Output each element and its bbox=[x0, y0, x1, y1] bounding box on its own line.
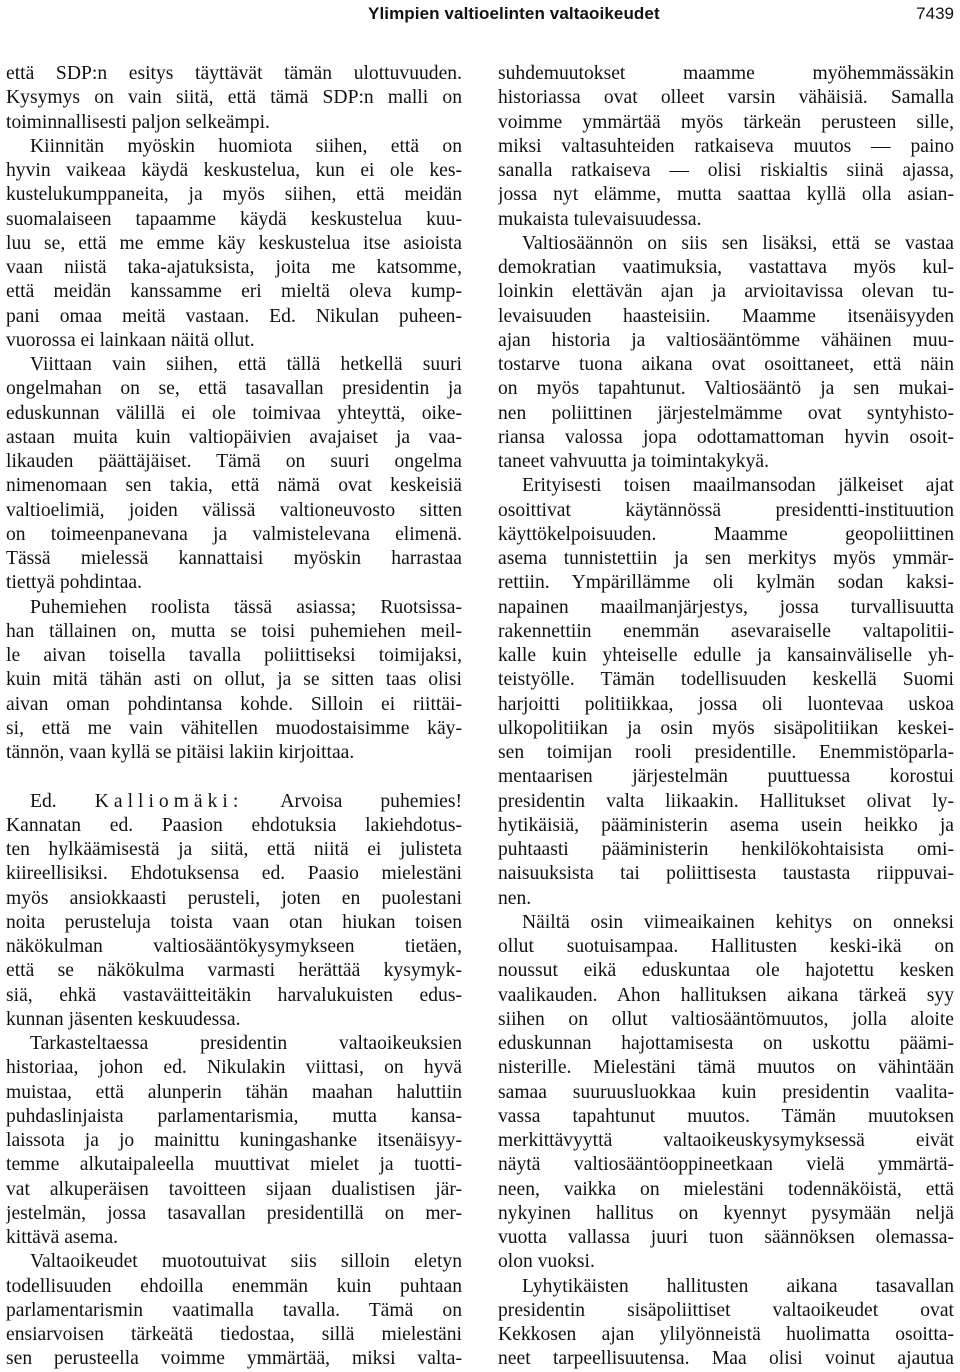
text-line: presidentin valta liikaakin. Hallitukset olivat ly- bbox=[498, 790, 954, 812]
text-line: vuotta vallassa juuri tuon säännöksen olemassa- bbox=[498, 1227, 954, 1248]
text-line: parlamentarismin vaatimalla tavalla. Tämä on bbox=[6, 1299, 462, 1321]
text-line: Kysymys on vain siitä, että tämä SDP:n malli on bbox=[6, 87, 462, 109]
text-line: toiminnallisesti paljon selkeämpi. bbox=[6, 111, 270, 133]
text-line: miksi valtasuhteiden ratkaiseva muutos — paino bbox=[498, 135, 954, 157]
text-line: tännön, vaan kyllä se pitäisi lakiin kirjoittaa. bbox=[6, 742, 355, 763]
text-line: historiaa, johon ed. Nikulakin viittasi, on hyvä bbox=[6, 1057, 462, 1079]
text-line: nisterille. Mielestäni tämä muutos on vähintään bbox=[498, 1057, 954, 1079]
text-line: myös ansiokkaasti perusteli, joten en puolestani bbox=[6, 887, 462, 909]
text-line: rettiin. Ympärillämme oli kylmän sodan kaksi- bbox=[498, 572, 954, 594]
text-line: jestelmän, jossa tasavallan presidentillä on mer- bbox=[6, 1202, 462, 1224]
text-line: noita perusteluja toista vaan otan hiukan toisen bbox=[6, 911, 462, 933]
text-line: levaisuuden haasteisiin. Maamme itsenäisyyden bbox=[498, 305, 954, 327]
text-line: samaa suuruusluokkaa kuin presidentin vaalita- bbox=[498, 1081, 954, 1103]
text-line: muistaa, että alunperin tähän maahan haluttiin bbox=[6, 1081, 462, 1103]
text-line: hytikäisiä, pääministerin asema usein heikko ja bbox=[498, 814, 954, 836]
text-line: luu se, että me emme käy keskustelua itse asioista bbox=[6, 232, 462, 254]
page-number: 7439 bbox=[916, 4, 954, 23]
text-line: jossa nyt elämme, mutta saattaa kyllä olla asian- bbox=[498, 184, 954, 206]
text-line: Kekkosen ajan ylilyönneistä huolimatta osoitta- bbox=[498, 1324, 954, 1345]
running-title: Ylimpien valtioelinten valtaoikeudet bbox=[368, 4, 660, 23]
text-line: valtioelimiä, joiden välissä valtioneuvosto sitten bbox=[6, 499, 462, 521]
text-line: aivan oman pohdintansa kohde. Silloin ei riittäi- bbox=[6, 693, 462, 715]
text-line: että se näkökulma varmasti herättää kysymyk- bbox=[6, 960, 462, 982]
text-line: presidentin sisäpoliittiset valtaoikeudet ovat bbox=[498, 1299, 954, 1321]
text-line: on myös tapahtunut. Valtiosääntö ja sen mukai- bbox=[498, 378, 954, 400]
text-line: Kiinnitän myöskin huomiota siihen, että on bbox=[30, 135, 462, 157]
page-header bbox=[0, 0, 960, 34]
text-line: nen poliittinen järjestelmämme ovat syntyhisto- bbox=[498, 402, 954, 424]
text-line: riansa valossa jopa odottamattoman hyvin osoit- bbox=[498, 426, 954, 448]
text-line: Valtiosäännön on siis sen lisäksi, että se vastaa bbox=[522, 232, 954, 254]
text-line: vassa tapahtunut muutos. Tämän muutoksen bbox=[498, 1105, 954, 1127]
text-line: pani omaa meitä vastaan. Ed. Nikulan puheen- bbox=[6, 305, 462, 327]
text-line: Puhemiehen roolista tässä asiassa; Ruotsissa- bbox=[30, 596, 462, 618]
text-line: Tässä mielessä kannattaisi myöskin harrastaa bbox=[6, 548, 462, 569]
text-line: Tarkasteltaessa presidentin valtaoikeuksien bbox=[30, 1033, 462, 1054]
text-line: näkökulman valtiosääntökysymykseen tietäen, bbox=[6, 936, 462, 957]
text-line: astaan muita kuin valtiopäivien avajaiset ja vaa- bbox=[6, 426, 462, 448]
text-line: mentaarisen järjestelmän puuttuessa korostui bbox=[498, 766, 954, 788]
text-line: näytä valtiosääntöoppineetkaan vielä ymmärtä- bbox=[498, 1154, 954, 1176]
text-line: puhdaslinjaista parlamentarismia, mutta kansa- bbox=[6, 1105, 462, 1127]
text-line: harjoitti politiikkaa, jossa oli luontevaa uskoa bbox=[498, 693, 954, 715]
text-line: tiettyä pohdintaa. bbox=[6, 572, 143, 594]
text-line: nen. bbox=[498, 887, 532, 909]
text-line: Kannatan ed. Paasion ehdotuksia lakiehdotus- bbox=[6, 814, 462, 836]
text-line: mukaista tulevaisuudessa. bbox=[498, 208, 702, 230]
text-line: tostarve tuona aikana ovat osoittaneet, että näin bbox=[498, 354, 954, 375]
text-line: vaan niistä taka-ajatuksista, joita me katsomme, bbox=[6, 257, 462, 278]
text-line: le aivan toisella tavalla poliittiseksi toimijaksi, bbox=[6, 645, 462, 666]
text-line: ollut suotuisampaa. Hallitusten keski-ikä on bbox=[498, 936, 954, 957]
text-line: teistyölle. Tämän todellisuuden keskellä Suomi bbox=[498, 669, 954, 691]
text-line: suhdemuutokset maamme myöhemmässäkin bbox=[498, 63, 954, 84]
paragraph-gap bbox=[6, 765, 462, 789]
text-line: kiireellisiksi. Ehdotuksensa ed. Paasio mielestäni bbox=[6, 863, 462, 885]
text-line: siä, ehkä vastaväitteitäkin harvalukuisten edus- bbox=[6, 984, 462, 1006]
text-line: nimenomaan sen takia, että nämä ovat keskeisiä bbox=[6, 475, 462, 497]
text-line: vuorossa ei lainkaan näitä ollut. bbox=[6, 329, 255, 351]
text-line: hyvin vaikeaa käydä keskustelua, kun ei ole kes- bbox=[6, 160, 462, 181]
text-line: Näiltä osin viimeaikainen kehitys on onneksi bbox=[522, 911, 954, 933]
left-column bbox=[6, 62, 462, 1372]
text-line: ulkopolitiikan ja osin myös sisäpolitiikan keskei- bbox=[498, 717, 954, 739]
text-line: voimme ymmärtää myös tärkeän perusteen sille, bbox=[498, 111, 954, 133]
speech-opening: Arvoisa puhemies! bbox=[280, 790, 462, 812]
text-line: sen perusteella voimme ymmärtää, miksi valta- bbox=[6, 1348, 462, 1370]
text-line: suomalaiseen tapaamme käydä keskustelua kuu- bbox=[6, 208, 462, 230]
text-line: todellisuuden ehdoilla enemmän kuin puhtaan bbox=[6, 1275, 462, 1297]
text-line: neet tarpeellisuutensa. Maa olisi voinut ajautua bbox=[498, 1348, 954, 1370]
text-line: han tällainen on, mutta se toisi puhemiehen meil- bbox=[6, 620, 462, 642]
speaker-name: Kalliomäki: bbox=[94, 790, 244, 812]
text-line: nykyinen hallitus on kyennyt pysymään neljä bbox=[498, 1202, 954, 1224]
text-line: puhtaasti pääministerin henkilökohtaisista omi- bbox=[498, 839, 954, 860]
text-line: ongelmahan on se, että tasavallan presidentin ja bbox=[6, 378, 462, 400]
text-line: sanalla ratkaiseva — olisi riskialtis siinä ajassa, bbox=[498, 160, 954, 181]
text-line: naisuuksista tai poliittisesta taustasta riippuvai- bbox=[498, 863, 954, 885]
text-line: noussut eikä eduskuntaa ole hajotettu kesken bbox=[498, 960, 954, 982]
text-line: kittävä asema. bbox=[6, 1227, 119, 1248]
text-line: Viittaan vain siihen, että tällä hetkellä suuri bbox=[30, 354, 462, 375]
text-line: ensiarvoisen tärkeätä tiedostaa, sillä mielestäni bbox=[6, 1324, 462, 1345]
text-line: temme alkutaipaleella muuttivat mielet ja tuotti- bbox=[6, 1154, 462, 1176]
right-column bbox=[498, 62, 954, 1372]
text-line: kunnan jäsenten keskuudessa. bbox=[6, 1008, 241, 1030]
text-line: kuin mitä tähän asti on ollut, ja se sitten taas olisi bbox=[6, 669, 462, 691]
text-line: historiassa ovat olleet varsin vähäisiä. Samalla bbox=[498, 87, 954, 109]
text-line: Erityisesti toisen maailmansodan jälkeiset ajat bbox=[522, 475, 954, 497]
text-line: laissota ja jo mainittu kuningashanke itsenäisyy- bbox=[6, 1130, 462, 1151]
text-line: vat alkuperäisen tavoitteen sijaan dualistisen jär- bbox=[6, 1178, 462, 1200]
text-line: osoittivat käytännössä presidentti-instituution bbox=[498, 499, 954, 521]
text-line: on toimeenpanevana ja valmistelevana elimenä. bbox=[6, 523, 462, 545]
text-line: vaalikauden. Ahon hallituksen aikana tärkeä syy bbox=[498, 984, 954, 1006]
text-line: Valtaoikeudet muotoutuivat siis silloin eletyn bbox=[30, 1251, 462, 1273]
text-line: että meidän kanssamme eri mieltä oleva kump- bbox=[6, 281, 462, 303]
text-line: ten hylkäämisestä ja siitä, että niitä ei julisteta bbox=[6, 839, 462, 860]
text-line: demokratian vaatimuksia, vastattava myös kul- bbox=[498, 257, 954, 278]
text-line: kustelukumppaneita, ja myös siihen, että meidän bbox=[6, 184, 462, 206]
text-line: ajan historia ja valtiosääntömme vähäinen muu- bbox=[498, 329, 954, 351]
speaker-line bbox=[6, 790, 462, 814]
text-line: käyttökelpoisuuden. Maamme geopoliittinen bbox=[498, 523, 954, 545]
text-line: sen toimijan rooli presidentille. Enemmistöparla- bbox=[498, 742, 954, 763]
text-line: neen, vaikka on mielestäni todennäköistä, että bbox=[498, 1178, 954, 1200]
text-line: eduskunnan hajottamisesta on uskottu päämi- bbox=[498, 1033, 954, 1054]
text-line: si, että me vain vähitellen muodostaisimme käy- bbox=[6, 717, 462, 739]
text-line: kalle kuin yhteiselle edulle ja kansainväliselle yh- bbox=[498, 645, 954, 666]
text-line: taneet vahvuutta ja toimintakykyä. bbox=[498, 451, 769, 472]
text-line: loinkin elettävän ajan ja arvioitavissa olevan tu- bbox=[498, 281, 954, 303]
text-line: likauden päättäjäiset. Tämä on suuri ongelma bbox=[6, 451, 462, 472]
text-line: napainen maailmanjärjestys, jossa turvallisuutta bbox=[498, 596, 954, 618]
text-line: siihen on ollut valtiosääntömuutos, jolla aloite bbox=[498, 1008, 954, 1030]
text-line: että SDP:n esitys täyttävät tämän ulottuvuuden. bbox=[6, 63, 462, 84]
text-line: asema tunnistettiin ja sen merkitys myös ymmär- bbox=[498, 548, 954, 569]
text-line: rakennettiin enemmän asevaraiselle valtapolitii- bbox=[498, 620, 954, 642]
text-line: merkittävyyttä valtaoikeuskysymyksessä eivät bbox=[498, 1130, 954, 1151]
text-line: eduskunnan välillä ei ole toimivaa yhteyttä, oike- bbox=[6, 402, 462, 424]
text-line: olon vuoksi. bbox=[498, 1251, 595, 1273]
speaker-title: Ed. bbox=[30, 790, 57, 812]
text-line: Lyhytikäisten hallitusten aikana tasavallan bbox=[522, 1275, 954, 1297]
